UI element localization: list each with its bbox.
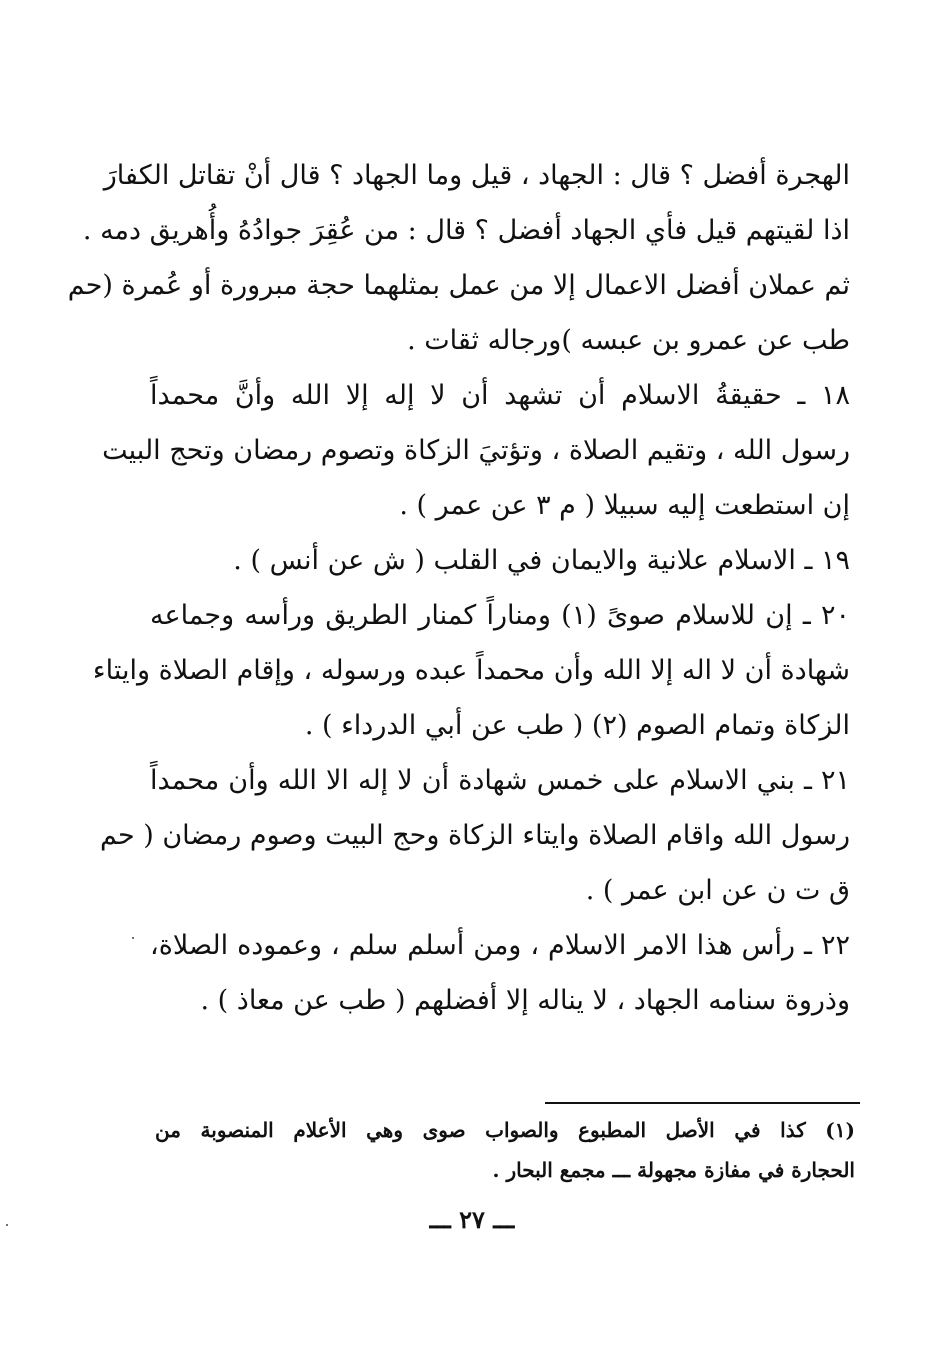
scan-speck bbox=[6, 1224, 8, 1226]
hadith-21-line: ٢١ ـ بني الاسلام على خمس شهادة أن لا إله الا الله وأن محمداً bbox=[150, 765, 850, 796]
footnotes bbox=[155, 1110, 855, 1190]
hadith-18-line: ١٨ ـ حقيقةُ الاسلام أن تشهد أن لا إله إلا الله وأنَّ محمداً bbox=[150, 380, 850, 411]
text-line: ثم عملان أفضل الاعمال إلا من عمل بمثلهما حجة مبرورة أو عُمرة (حم bbox=[67, 270, 850, 301]
hadith-20-line: ٢٠ ـ إن للاسلام صوىً (١) ومناراً كمنار الطريق ورأسه وجماعه bbox=[150, 600, 851, 631]
hadith-19-line: ١٩ ـ الاسلام علانية والايمان في القلب ( ش عن أنس ) . bbox=[233, 545, 850, 576]
body-text bbox=[67, 148, 851, 1028]
text-line: وذروة سنامه الجهاد ، لا يناله إلا أفضلهم ( طب عن معاذ ) . bbox=[200, 985, 850, 1016]
text-line: شهادة أن لا اله إلا الله وأن محمداً عبده ورسوله ، وإقام الصلاة وايتاء bbox=[92, 655, 850, 686]
footnote-divider bbox=[545, 1102, 860, 1104]
page-number: ـــ ٢٧ ـــ bbox=[429, 1205, 515, 1234]
text-line: الزكاة وتمام الصوم (٢) ( طب عن أبي الدرداء ) . bbox=[304, 710, 850, 741]
text-line: اذا لقيتهم قيل فأي الجهاد أفضل ؟ قال : من عُقِرَ جوادُهُ وأُهريق دمه . bbox=[82, 215, 850, 246]
scan-speck bbox=[132, 937, 134, 939]
text-line: إن استطعت إليه سبيلا ( م ٣ عن عمر ) . bbox=[399, 490, 850, 521]
text-line: رسول الله واقام الصلاة وايتاء الزكاة وحج البيت وصوم رمضان ( حم bbox=[99, 820, 850, 851]
text-line: رسول الله ، وتقيم الصلاة ، وتؤتيَ الزكاة وتصوم رمضان وتحج البيت bbox=[102, 435, 850, 466]
text-line: الهجرة أفضل ؟ قال : الجهاد ، قيل وما الجهاد ؟ قال أنْ تقاتل الكفارَ bbox=[103, 160, 850, 191]
text-line: ق ت ن عن ابن عمر ) . bbox=[585, 875, 850, 906]
footnote-line: الحجارة في مفازة مجهولة ـــ مجمع البحار . bbox=[492, 1158, 855, 1182]
hadith-22-line: ٢٢ ـ رأس هذا الامر الاسلام ، ومن أسلم سلم ، وعموده الصلاة، bbox=[150, 930, 850, 961]
footnote-line: (١) كذا في الأصل المطبوع والصواب صوى وهي الأعلام المنصوبة من bbox=[155, 1118, 855, 1142]
text-line: طب عن عمرو بن عبسه )ورجاله ثقات . bbox=[407, 325, 850, 356]
